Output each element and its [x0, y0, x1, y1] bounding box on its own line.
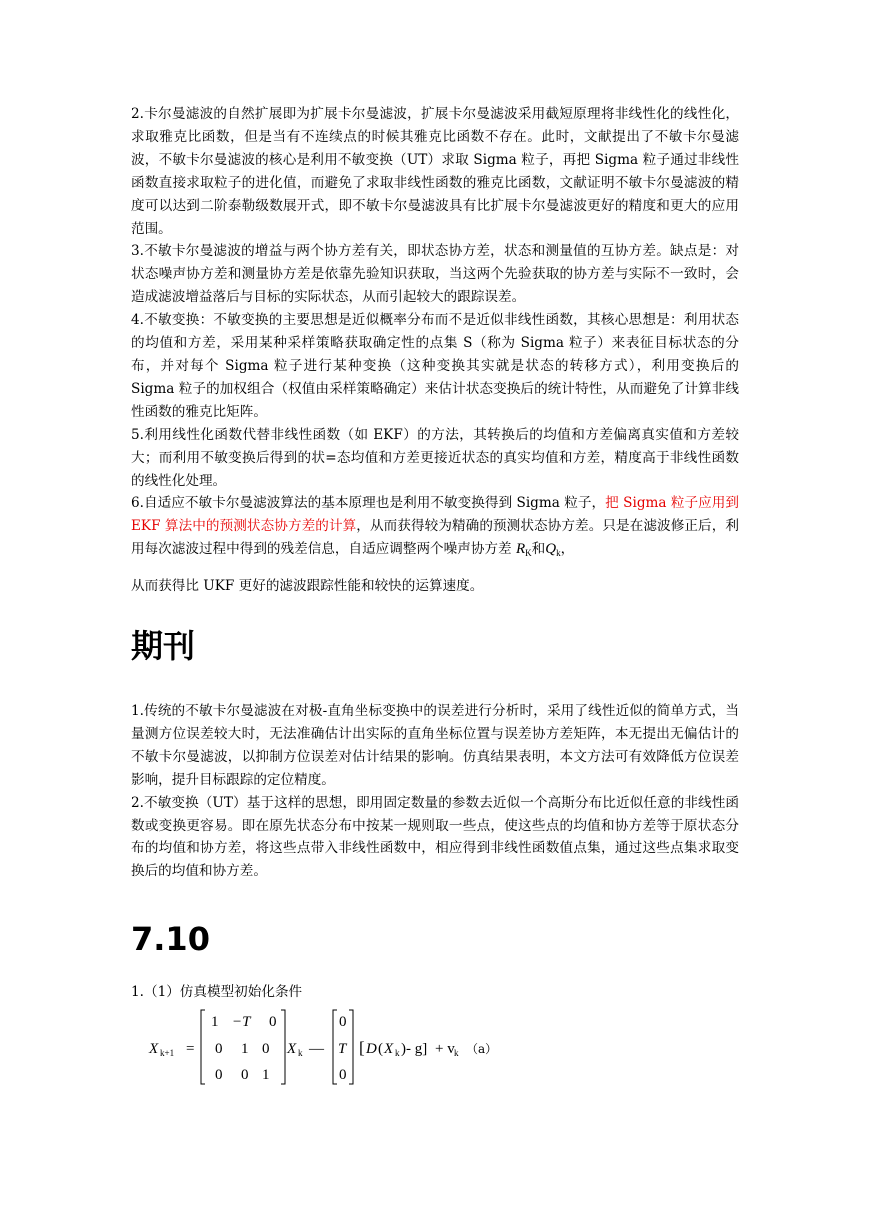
paragraph-6-text-b: ，从而获得较为精确的预测状态协方差。只是在滤波修正后，利用每次滤波过程中得到的残差信息，自适应调整两个噪声协方差: [131, 518, 739, 558]
paragraph-3: 3.不敏卡尔曼滤波的增益与两个协方差有关，即状态协方差，状态和测量值的互协方差。缺点是：对状态噪声协方差和测量协方差是依靠先验知识获取，当这两个先验获取的协方差与实际不一致时，会造成滤波增益落后与目标的实际状态，从而引起较大的跟踪误差。: [131, 243, 739, 306]
eq-bracket-x: X: [384, 1041, 394, 1058]
m31: 0: [215, 1067, 223, 1084]
heading-date: 7.10: [131, 920, 210, 959]
eq-v-sub: k: [454, 1048, 459, 1059]
eq-plus-v: + v: [435, 1041, 455, 1058]
eq-d: D: [366, 1041, 377, 1058]
equation-a: [131, 1008, 739, 1088]
heading-journal: 期刊: [131, 627, 196, 666]
m22: 1: [241, 1041, 249, 1058]
eq-xk: X: [287, 1041, 297, 1058]
eq-minus: —: [309, 1041, 324, 1058]
m13: 0: [269, 1014, 277, 1031]
m32: 0: [241, 1067, 249, 1084]
paragraph-6-and: 和: [531, 541, 546, 558]
eq-open-bracket: [: [359, 1038, 365, 1058]
paragraph-6-text-a: 6.自适应不敏卡尔曼滤波算法的基本原理也是利用不敏变换得到 Sigma 粒子，: [131, 495, 606, 512]
eq-xk-sub: k: [298, 1048, 303, 1059]
journal-paragraph-1: 1.传统的不敏卡尔曼滤波在对极-直角坐标变换中的误差进行分析时，采用了线性近似的简单方式，当量测方位误差较大时，无法准确估计出实际的直角坐标位置与误差协方差矩阵，本无提出无偏估计的不敏卡尔曼滤波，以抑制方位误差对估计结果的影响。仿真结果表明，本文方法可有效降低方位误差影响，提升目标跟踪的定位精度。: [131, 703, 739, 788]
matrix-left-bracket: [201, 1010, 205, 1084]
paragraph-6-tail: 从而获得比 UKF 更好的滤波跟踪性能和较快的运算速度。: [131, 578, 484, 595]
v2: T: [338, 1041, 347, 1058]
paragraph-6: [131, 492, 739, 565]
paragraph-6-highlight: 把 Sigma 粒子应用到 EKF 算法中的预测状态协方差的计算: [131, 495, 740, 535]
equation-svg: [131, 1008, 551, 1088]
vector-right-bracket: [349, 1010, 353, 1084]
eq-equals: =: [186, 1041, 195, 1058]
eq-lhs-sub: k+1: [160, 1048, 175, 1059]
v1: 0: [339, 1014, 347, 1031]
journal-paragraph-2: 2.不敏变换（UT）基于这样的思想，即用固定数量的参数去近似一个高斯分布比近似任意的非线性函数或变换更容易。即在原先状态分布中按某一规则取一些点，使这些点的均值和协方差等于原状态分布的均值和协方差，将这些点带入非线性函数中，相应得到非线性函数值点集，通过这些点集求取变换后的均值和协方差。: [131, 794, 739, 880]
eq-open-paren: (: [378, 1041, 383, 1058]
symbol-q-k: $Q_k$: [545, 541, 561, 559]
symbol-r-k: $R_K$: [515, 541, 532, 559]
m11: 1: [211, 1014, 219, 1031]
eq-bracket-x-sub: k: [395, 1048, 400, 1059]
paragraph-2: 2.卡尔曼滤波的自然扩展即为扩展卡尔曼滤波，扩展卡尔曼滤波采用截短原理将非线性化的线性化，求取雅克比函数，但是当有不连续点的时候其雅克比函数不存在。此时，文献提出了不敏卡尔曼滤波，不敏卡尔曼滤波的核心是利用不敏变换（UT）求取 Sigma 粒子，再把 Sigma 粒子通过非线性函数直接求取粒子的进化值，而避免了求取非线性函数的雅克比函数，文献证明不敏卡尔曼滤波的精度可以达到二阶泰勒级数展开式，即不敏卡尔曼滤波具有比扩展卡尔曼滤波更好的精度和更大的应用范围。: [131, 106, 739, 237]
m12: −T: [232, 1014, 251, 1031]
paragraph-4: 4.不敏变换：不敏变换的主要思想是近似概率分布而不是近似非线性函数，其核心思想是：利用状态的均值和方差，采用某种采样策略获取确定性的点集 S（称为 Sigma 粒子）来表征目标状态的分布，并对每个 Sigma 粒子进行某种变换（这种变换其实就是状态的转移方式），利用变换后的 Sigma 粒子的加权组合（权值由采样策略确定）来估计状态变换后的统计特性，从而避免了计算非线性函数的雅克比矩阵。: [131, 312, 739, 420]
eq-label: （a）: [466, 1042, 498, 1057]
m33: 1: [262, 1067, 270, 1084]
document-page: [131, 103, 739, 1088]
paragraph-5: 5.利用线性化函数代替非线性函数（如 EKF）的方法，其转换后的均值和方差偏离真实值和方差较大；而利用不敏变换后得到的状=态均值和方差更接近状态的真实均值和方差，精度高于非线性函数的线性化处理。: [131, 426, 739, 489]
paragraph-6-comma: ，: [560, 541, 575, 558]
m23: 0: [262, 1041, 270, 1058]
vector-left-bracket: [333, 1010, 337, 1084]
eq-lhs: X: [149, 1041, 159, 1058]
m21: 0: [215, 1041, 223, 1058]
matrix-right-bracket: [281, 1010, 285, 1084]
eq-bracket-rest: )- g]: [401, 1041, 428, 1058]
v3: 0: [339, 1067, 347, 1084]
sim-condition-label: 1.（1）仿真模型初始化条件: [131, 984, 303, 1001]
